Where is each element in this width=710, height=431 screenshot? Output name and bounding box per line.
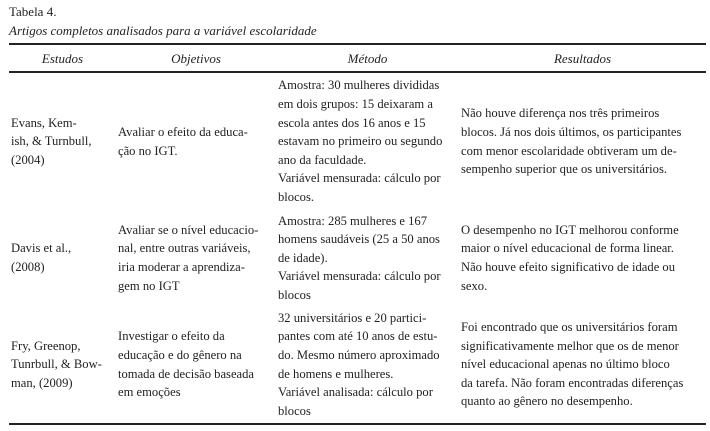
cell-objetivos: [116, 305, 276, 424]
cell-line: Amostra: 30 mulheres divididas: [278, 78, 440, 93]
header-row: [9, 45, 706, 72]
cell-line: em emoções: [118, 385, 181, 400]
table-label: Tabela 4.: [9, 4, 57, 19]
cell-line: Fry, Greenop,: [11, 338, 81, 353]
cell-line: iria moderar a aprendiza-: [118, 260, 245, 274]
cell-line: (2008): [11, 260, 45, 274]
cell-estudos: [9, 211, 116, 305]
cell-line: Variável mensurada: cálculo por: [278, 171, 441, 186]
cell-line: de homens e mulheres.: [278, 366, 394, 381]
cell-line: com menor escolaridade obtiveram um de-: [461, 143, 677, 158]
cell-line: Tunrbull, & Bow-: [11, 357, 102, 372]
cell-resultados: [459, 211, 706, 305]
table-caption: Artigos completos analisados para a variável escolaridade: [9, 23, 317, 38]
cell-line: Avaliar se o nível educacio-: [118, 222, 259, 237]
cell-line: nível educacional apenas no último bloco: [461, 357, 670, 372]
cell-line: nal, entre outras variáveis,: [118, 241, 251, 256]
cell-estudos: [9, 72, 116, 211]
cell-line: pantes com até 10 anos de estu-: [278, 329, 438, 344]
cell-objetivos: [116, 211, 276, 305]
cell-metodo: [276, 72, 459, 211]
cell-metodo: [276, 211, 459, 305]
cell-line: blocos.: [278, 189, 315, 204]
cell-line: maior o nível educacional de forma linear.: [461, 241, 674, 256]
cell-line: Variável mensurada: cálculo por: [278, 269, 441, 284]
table-row: [9, 211, 706, 305]
cell-line: Evans, Kem-: [11, 115, 77, 130]
cell-line: blocos: [278, 287, 311, 302]
cell-resultados: [459, 305, 706, 424]
cell-line: estavam no primeiro ou segundo: [278, 134, 443, 149]
cell-line: 32 universitários e 20 partici-: [278, 310, 427, 325]
cell-line: Avaliar o efeito da educa-: [118, 124, 248, 139]
cell-line: Foi encontrado que os universitários foram: [461, 320, 678, 335]
table-row: [9, 72, 706, 211]
cell-line: significativamente melhor que os de menor: [461, 338, 679, 353]
cell-line: Variável analisada: cálculo por: [278, 385, 433, 400]
cell-line: blocos. Já nos dois últimos, os participantes: [461, 124, 682, 139]
header-objetivos: Objetivos: [171, 50, 221, 66]
cell-line: blocos: [278, 403, 311, 418]
cell-line: sexo.: [461, 278, 488, 293]
cell-line: em dois grupos: 15 deixaram a: [278, 97, 433, 112]
table-row: [9, 305, 706, 424]
cell-line: quanto ao gênero no desempenho.: [461, 394, 633, 409]
cell-estudos: [9, 305, 116, 424]
cell-line: escola antes dos 16 anos e 15: [278, 115, 426, 130]
cell-line: ano da faculdade.: [278, 152, 367, 167]
header-resultados: Resultados: [553, 50, 612, 66]
cell-line: de idade).: [278, 250, 328, 265]
cell-line: ção no IGT.: [118, 143, 178, 158]
cell-line: man, (2009): [11, 375, 73, 390]
cell-line: O desempenho no IGT melhorou conforme: [461, 222, 679, 237]
cell-line: Não houve diferença nos três primeiros: [461, 106, 660, 121]
cell-line: homens saudáveis (25 a 50 anos: [278, 232, 440, 247]
header-estudos: Estudos: [41, 50, 84, 66]
cell-line: Investigar o efeito da: [118, 329, 225, 344]
cell-objetivos: [116, 72, 276, 211]
cell-line: Davis et al.,: [11, 241, 72, 256]
studies-table: [9, 45, 706, 424]
cell-line: (2004): [11, 152, 45, 167]
cell-line: Amostra: 285 mulheres e 167: [278, 213, 427, 228]
cell-metodo: [276, 305, 459, 424]
cell-line: ish, & Turnbull,: [11, 134, 92, 149]
cell-line: do. Mesmo número aproximado: [278, 347, 440, 362]
header-metodo: Método: [347, 50, 388, 66]
cell-line: educação e do gênero na: [118, 347, 242, 362]
cell-line: sempenho superior que os universitários.: [461, 162, 668, 177]
cell-line: Não houve efeito significativo de idade ou: [461, 260, 676, 274]
cell-line: tomada de decisão baseada: [118, 366, 255, 381]
cell-line: da tarefa. Não foram encontradas diferenças: [461, 375, 684, 390]
cell-line: gem no IGT: [118, 278, 180, 293]
cell-resultados: [459, 72, 706, 211]
